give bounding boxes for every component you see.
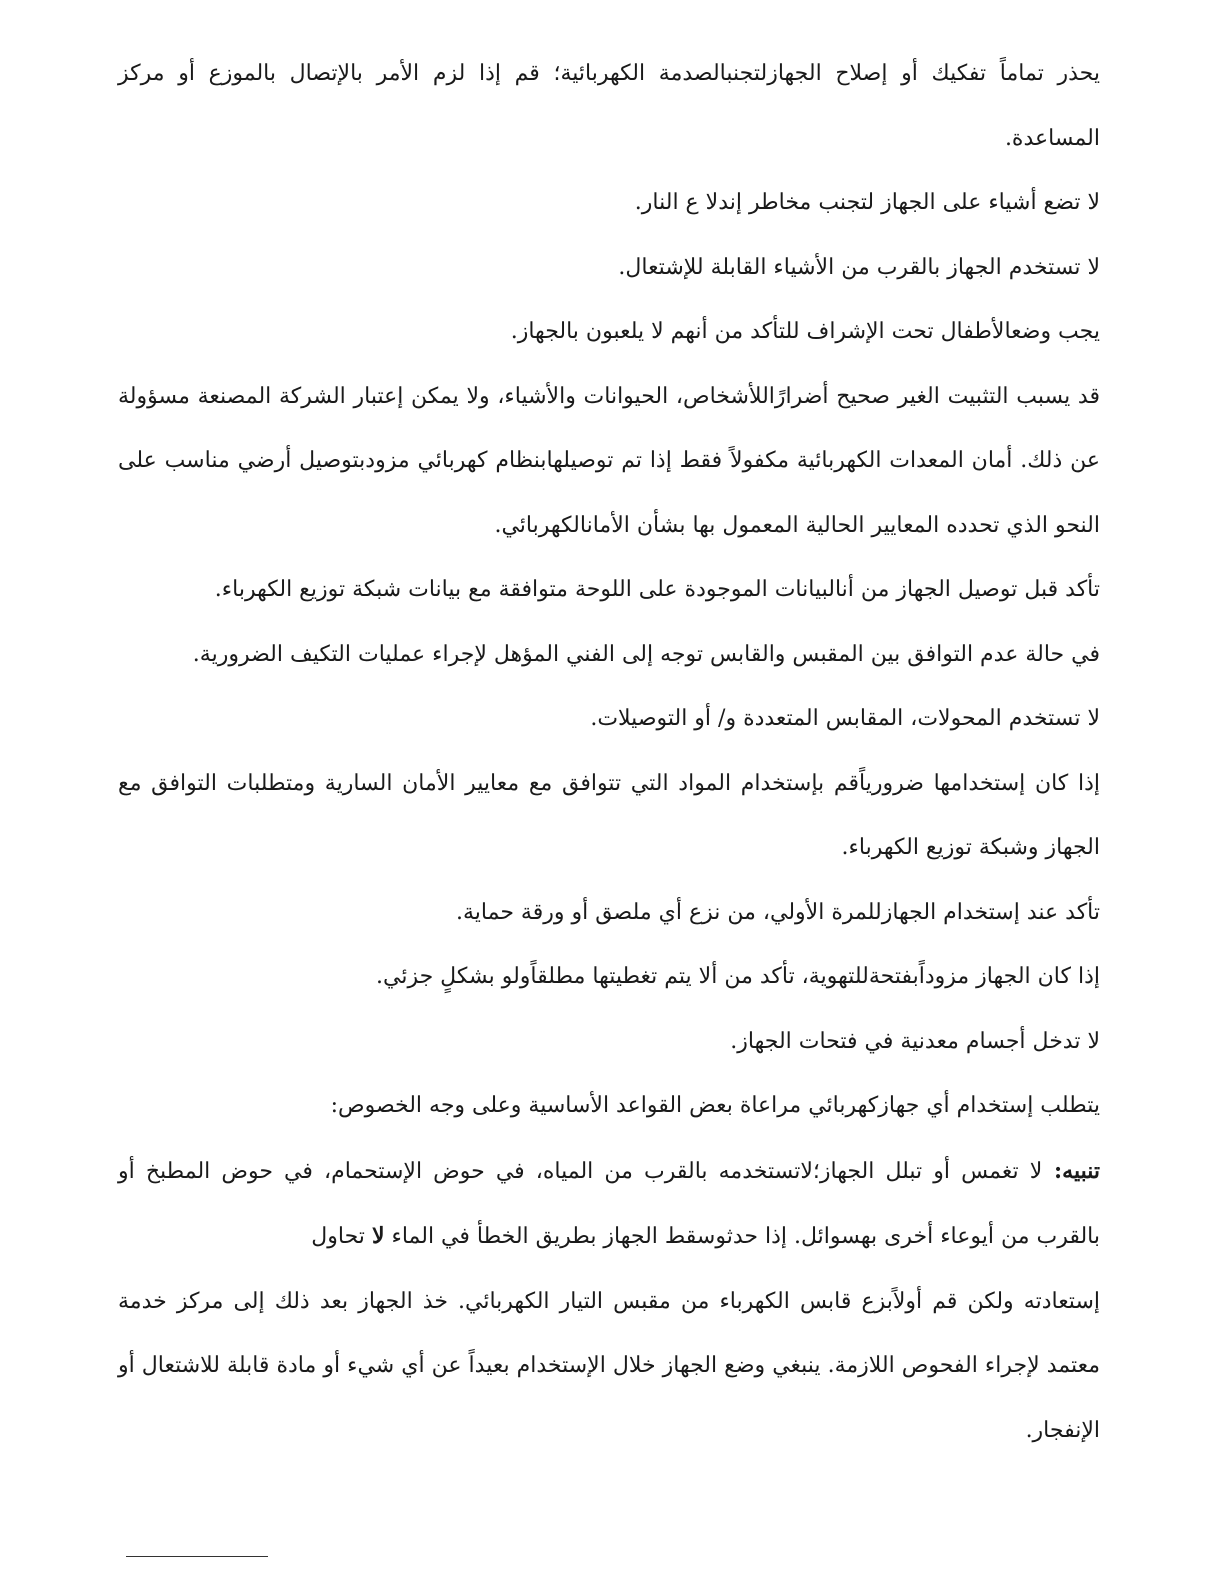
- document-page: [118, 42, 1100, 1463]
- warning-separator: :: [1042, 1157, 1063, 1184]
- warning-emphasis: لا: [371, 1223, 385, 1249]
- paragraph-ventilation-openings: إذا كان الجهاز مزوداًبفتحةللتهوية، تأكد من ألا يتم تغطيتها مطلقاًولو بشكلٍ جزئي.: [376, 964, 1100, 989]
- paragraph-adapter-standards: إذا كان إستخدامها ضرورياًقم بإستخدام المواد التي تتوافق مع معايير الأمان السارية ومتطلبات التوافق مع الجهاز وشبكة توزيع الكهرباء.: [118, 770, 1100, 860]
- warning-label: تنبيه: [1062, 1157, 1100, 1184]
- paragraph-basic-rules: يتطلب إستخدام أي جهازكهربائي مراعاة بعض القواعد الأساسية وعلى وجه الخصوص:: [330, 1093, 1100, 1118]
- footnote-divider: [126, 1556, 268, 1557]
- paragraph-recovery-service: إستعادته ولكن قم أولاًبزع قابس الكهرباء من مقبس التيار الكهربائي. خذ الجهاز بعد ذلك إلى مركز خدمة معتمد لإجراء الفحوص اللازمة. ينبغي وضع الجهاز خلال الإستخدام بعيداً عن أي شيء أو مادة قابلة للاشتعال أو الإنفجار.: [118, 1288, 1100, 1443]
- paragraph-plug-socket-mismatch: في حالة عدم التوافق بين المقبس والقابس توجه إلى الفني المؤهل لإجراء عمليات التكيف الضرورية.: [192, 641, 1100, 667]
- paragraph-installation-grounding: قد يسبب التثبيت الغير صحيح أضرارًاللأشخاص، الحيوانات والأشياء، ولا يمكن إعتبار الشركة المصنعة مسؤولة عن ذلك. أمان المعدات الكهربائية مكفولاً فقط إذا تم توصيلهابنظام كهربائي مزودبتوصيل أرضي مناسب على النحو الذي تحدده المعايير الحالية المعمول بها بشأن الأمانالكهربائي.: [118, 383, 1100, 538]
- paragraph-no-objects-on-device: لا تضع أشياء على الجهاز لتجنب مخاطر إندلا ع النار.: [634, 190, 1100, 215]
- paragraph-no-adapters: لا تستخدم المحولات، المقابس المتعددة و/ أو التوصيلات.: [590, 706, 1100, 731]
- warning-text-part1: لا تغمس أو تبلل الجهاز؛لاتستخدمه بالقرب من المياه، في حوض الإستحمام، في حوض المطبخ أو بالقرب من أيوعاء أخرى بهسوائل. إذا حدثوسقط الجهاز بطريق الخطأ في الماء: [118, 1158, 1100, 1249]
- paragraph-rating-plate-check: تأكد قبل توصيل الجهاز من أنالبيانات الموجودة على اللوحة متوافقة مع بيانات شبكة توزيع الكهرباء.: [214, 577, 1100, 602]
- paragraph-children-supervision: يجب وضعالأطفال تحت الإشراف للتأكد من أنهم لا يلعبون بالجهاز.: [510, 319, 1100, 344]
- paragraph-water-warning: [118, 1139, 1100, 1270]
- paragraph-remove-stickers: تأكد عند إستخدام الجهازللمرة الأولي، من نزع أي ملصق أو ورقة حماية.: [455, 899, 1100, 925]
- paragraph-flammable-objects: لا تستخدم الجهاز بالقرب من الأشياء القابلة للإشتعال.: [618, 254, 1100, 280]
- paragraph-no-metal-objects: لا تدخل أجسام معدنية في فتحات الجهاز.: [730, 1028, 1100, 1054]
- paragraph-disassembly-warning: يحذر تماماً تفكيك أو إصلاح الجهازلتجنبالصدمة الكهربائية؛ قم إذا لزم الأمر بالإتصال بالموزع أو مركز المساعدة.: [118, 61, 1100, 151]
- warning-text-part2: تحاول: [311, 1224, 372, 1249]
